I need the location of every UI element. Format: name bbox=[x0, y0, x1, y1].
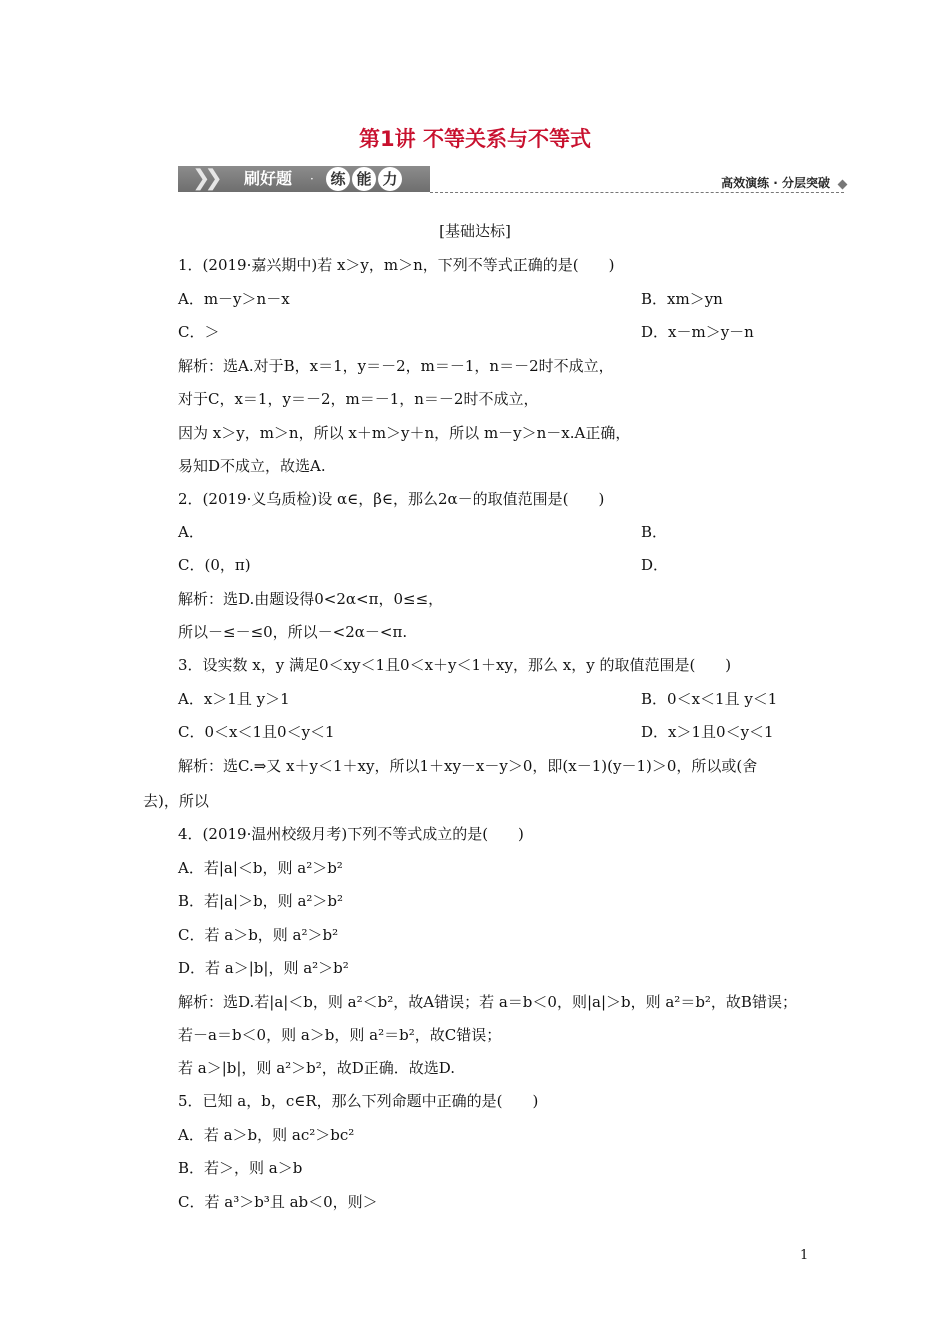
question-1-option-c: C．＞ bbox=[178, 323, 220, 341]
banner-circle-group bbox=[326, 167, 402, 191]
question-5-stem: 5．已知 a，b，c∈R，那么下列命题中正确的是( ) bbox=[178, 1092, 539, 1110]
question-2-option-c: C．(0，π) bbox=[178, 556, 251, 574]
page-title: 第1讲 不等关系与不等式 bbox=[359, 127, 591, 151]
chevron-right-icon: ❯❯ bbox=[192, 166, 217, 191]
question-3-stem: 3．设实数 x，y 满足0＜xy＜1且0＜x＋y＜1＋xy，那么 x，y 的取值范围是( ) bbox=[178, 656, 732, 674]
question-4-option-b: B．若|a|＞b，则 a²＞b² bbox=[178, 892, 344, 910]
question-1-option-a: A．m－y＞n－x bbox=[178, 290, 290, 308]
question-2-solution-line-1: 解析：选D.由题设得0<2α<π，0≤≤， bbox=[178, 590, 444, 608]
question-3-option-c: C．0＜x＜1且0＜y＜1 bbox=[178, 723, 335, 741]
question-3-option-b: B．0＜x＜1且 y＜1 bbox=[641, 690, 778, 708]
question-1-solution-line-4: 易知D不成立，故选A. bbox=[178, 457, 326, 475]
question-4-option-c: C．若 a＞b，则 a²＞b² bbox=[178, 926, 339, 944]
banner-label: 刷好题 bbox=[244, 169, 293, 188]
question-2-stem: 2．(2019·义乌质检)设 α∈，β∈，那么2α－的取值范围是( ) bbox=[178, 490, 605, 508]
banner-circle-1: 练 bbox=[326, 167, 350, 191]
question-2-option-b: B． bbox=[641, 523, 668, 541]
banner-divider bbox=[430, 192, 844, 193]
section-banner bbox=[178, 162, 848, 196]
question-4-option-a: A．若|a|＜b，则 a²＞b² bbox=[178, 859, 343, 877]
question-1-option-d: D．x－m＞y－n bbox=[641, 323, 754, 341]
question-3-solution-line-1: 解析：选C.⇒又 x＋y＜1＋xy，所以1＋xy－x－y＞0，即(x－1)(y－1)＞0，所以或(舍 bbox=[178, 757, 758, 775]
question-4-stem: 4．(2019·温州校级月考)下列不等式成立的是( ) bbox=[178, 825, 524, 843]
diamond-icon bbox=[838, 180, 848, 190]
question-4-solution-line-2: 若－a＝b＜0，则 a＞b，则 a²＝b²，故C错误； bbox=[178, 1026, 502, 1044]
question-5-option-a: A．若 a＞b，则 ac²＞bc² bbox=[178, 1126, 355, 1144]
question-1-stem: 1．(2019·嘉兴期中)若 x＞y，m＞n，下列不等式正确的是( ) bbox=[178, 256, 615, 274]
question-3-solution-line-2: 去)，所以 bbox=[143, 792, 209, 810]
question-1-solution-line-2: 对于C，x＝1，y＝－2，m＝－1，n＝－2时不成立， bbox=[178, 390, 539, 408]
question-4-solution-line-1: 解析：选D.若|a|＜b，则 a²＜b²，故A错误；若 a＝b＜0，则|a|＞b，则 a²＝b²，故B错误； bbox=[178, 993, 797, 1011]
banner-circle-3: 力 bbox=[378, 167, 402, 191]
question-4-option-d: D．若 a＞|b|，则 a²＞b² bbox=[178, 959, 349, 977]
section-heading: [基础达标] bbox=[439, 222, 511, 240]
question-3-option-a: A．x＞1且 y＞1 bbox=[178, 690, 290, 708]
question-2-option-a: A． bbox=[178, 523, 204, 541]
question-2-solution-line-2: 所以－≤－≤0，所以－<2α－<π. bbox=[178, 623, 408, 641]
banner-dot: · bbox=[310, 172, 314, 186]
question-5-option-c: C．若 a³＞b³且 ab＜0，则＞ bbox=[178, 1193, 378, 1211]
question-2-option-d: D． bbox=[641, 556, 669, 574]
page-number: 1 bbox=[800, 1248, 809, 1263]
question-1-solution-line-3: 因为 x＞y，m＞n，所以 x＋m＞y＋n，所以 m－y＞n－x.A正确， bbox=[178, 424, 631, 442]
question-3-option-d: D．x＞1且0＜y＜1 bbox=[641, 723, 774, 741]
question-4-solution-line-3: 若 a＞|b|，则 a²＞b²，故D正确．故选D. bbox=[178, 1059, 456, 1077]
question-1-option-b: B．xm＞yn bbox=[641, 290, 723, 308]
banner-right-text: 高效演练 · 分层突破 bbox=[721, 176, 830, 190]
question-5-option-b: B．若＞，则 a＞b bbox=[178, 1159, 303, 1177]
banner-circle-2: 能 bbox=[352, 167, 376, 191]
question-1-solution-line-1: 解析：选A.对于B，x＝1，y＝－2，m＝－1，n＝－2时不成立， bbox=[178, 357, 614, 375]
